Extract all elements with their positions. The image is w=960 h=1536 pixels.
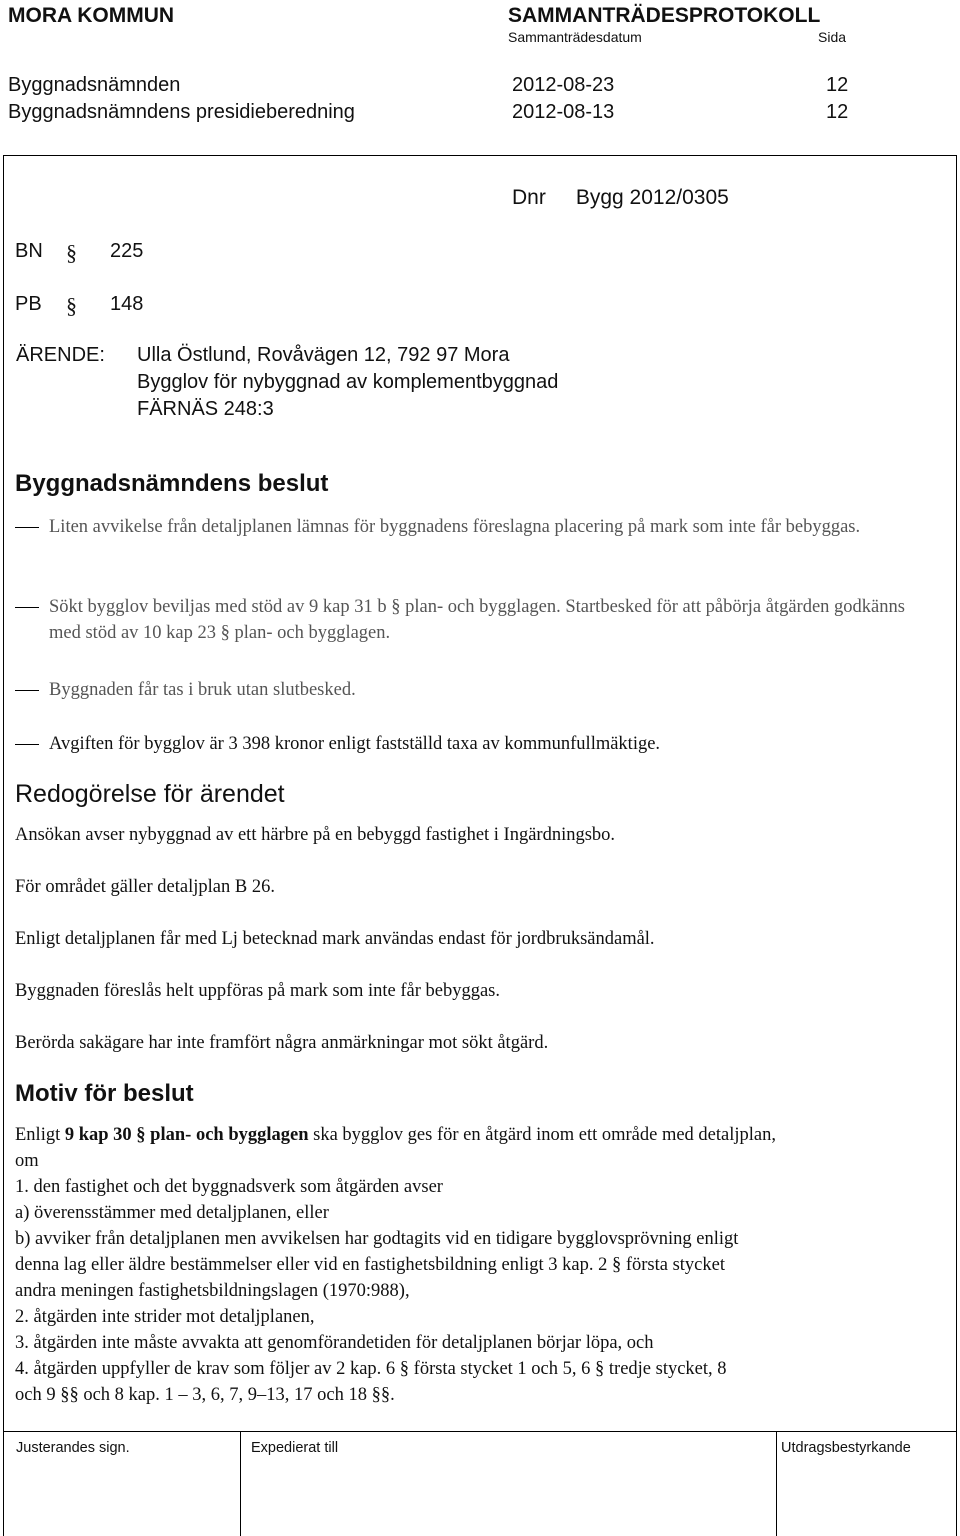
account-paragraph: Berörda sakägare har inte framfört några anmärkningar mot sökt åtgärd. [15,1033,549,1053]
decision-item-text: Sökt bygglov beviljas med stöd av 9 kap 31 b § plan- och bygglagen. Startbesked för att påbörja åtgärden godkänns med stöd av 10 kap 23 § plan- och bygglagen. [49,597,905,643]
account-heading: Redogörelse för ärendet [15,780,285,808]
diary-number [512,186,729,210]
document-type: SAMMANTRÄDESPROTOKOLL [508,4,821,27]
motivation-line: om [15,1151,39,1171]
intro-law-reference: 9 kap 30 § plan- och bygglagen [64,1125,309,1145]
motivation-line: 2. åtgärden inte strider mot detaljplanen, [15,1307,315,1327]
intro-text: ska bygglov ges för en åtgärd inom ett område med detaljplan, [308,1125,777,1145]
account-paragraph: Ansökan avser nybyggnad av ett härbre på en bebyggd fastighet i Ingärdningsbo. [15,825,616,845]
footer-extract-certification: Utdragsbestyrkande [781,1440,911,1456]
motivation-line: 4. åtgärden uppfyller de krav som följer av 2 kap. 6 § första stycket 1 och 5, 6 § tredje stycket, 8 [15,1359,727,1379]
footer-top-border [3,1431,957,1432]
matter-line: FÄRNÄS 248:3 [137,398,274,420]
section-sign: § [66,293,77,318]
footer-divider [776,1431,777,1536]
decision-item [15,514,915,540]
motivation-heading: Motiv för beslut [15,1080,194,1107]
organization-name: MORA KOMMUN [8,4,175,27]
meeting-body: Byggnadsnämnden [8,74,181,96]
account-paragraph: Enligt detaljplanen får med Lj betecknad mark användas endast för jordbruksändamål. [15,929,655,949]
matter-line: Bygglov för nybyggnad av komplementbyggnad [137,371,559,393]
motivation-line: b) avviker från detaljplanen men avvikelsen har godtagits vid en tidigare bygglovsprövning enligt [15,1229,739,1249]
account-paragraph: För området gäller detaljplan B 26. [15,877,275,897]
account-paragraph: Byggnaden föreslås helt uppföras på mark som inte får bebyggas. [15,981,500,1001]
diary-number-value: Bygg 2012/0305 [575,186,729,209]
footer-dispatched-to: Expedierat till [251,1440,339,1456]
motivation-body [15,1122,950,1408]
section-sign: § [66,240,77,265]
decision-item [15,594,915,646]
motivation-line: denna lag eller äldre bestämmelser eller vid en fastighetsbildning enligt 3 kap. 2 § första stycket [15,1255,725,1275]
decision-item [15,731,915,757]
footer-adjusters-signature: Justerandes sign. [16,1440,130,1456]
diary-number-label: Dnr [512,186,546,209]
decision-item-text: Byggnaden får tas i bruk utan slutbesked. [49,680,356,700]
paragraph-number: 148 [110,293,144,315]
decision-item-text: Avgiften för bygglov är 3 398 kronor enligt fastställd taxa av kommunfullmäktige. [49,734,661,754]
paragraph-label: PB [15,293,42,315]
paragraph-label: BN [15,240,43,262]
motivation-line: andra meningen fastighetsbildningslagen (1970:988), [15,1281,410,1301]
frame-right-border [956,155,957,1536]
meeting-page: 12 [826,101,849,123]
decision-item [15,677,915,703]
matter-line: Ulla Östlund, Rovåvägen 12, 792 97 Mora [137,344,510,366]
decision-heading: Byggnadsnämndens beslut [15,470,329,497]
motivation-line: och 9 §§ och 8 kap. 1 – 3, 6, 7, 9–13, 17 och 18 §§. [15,1385,395,1405]
meeting-page: 12 [826,74,849,96]
meeting-date: 2012-08-13 [512,101,615,123]
paragraph-number: 225 [110,240,144,262]
meeting-date: 2012-08-23 [512,74,615,96]
page-column-label: Sida [818,29,847,45]
frame-left-border [3,155,4,1536]
decision-item-text: Liten avvikelse från detaljplanen lämnas för byggnadens föreslagna placering på mark som inte får bebyggas. [49,517,861,537]
frame-top-border [3,155,957,156]
date-column-label: Sammanträdesdatum [508,29,642,45]
footer-divider [240,1431,241,1536]
matter-label: ÄRENDE: [16,344,105,366]
meeting-body: Byggnadsnämndens presidieberedning [8,101,355,123]
motivation-intro [15,1122,950,1148]
motivation-line: 1. den fastighet och det byggnadsverk som åtgärden avser [15,1177,443,1197]
motivation-line: 3. åtgärden inte måste avvakta att genomförandetiden för detaljplanen börjar löpa, och [15,1333,654,1353]
intro-text: Enligt [15,1125,65,1145]
motivation-line: a) överensstämmer med detaljplanen, eller [15,1203,329,1223]
